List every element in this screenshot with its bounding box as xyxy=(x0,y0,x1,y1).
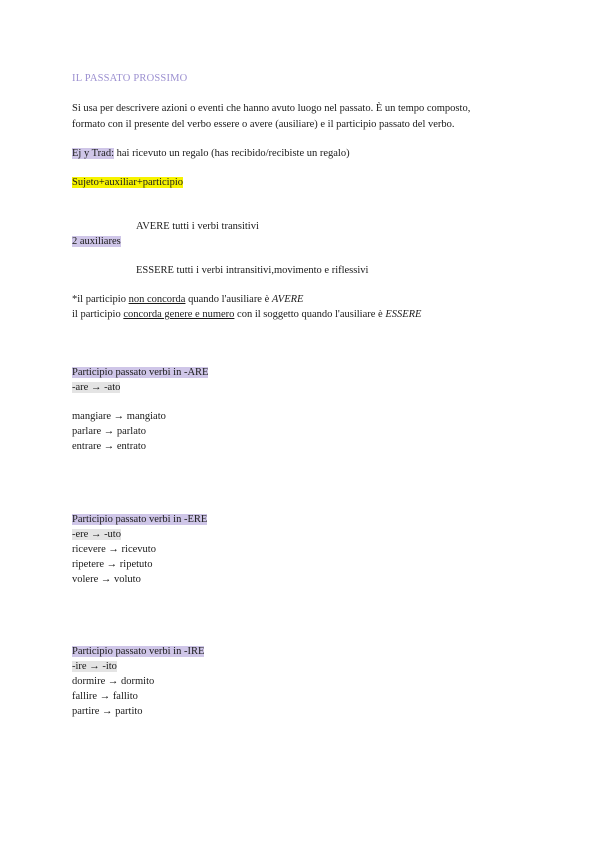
section-rule: -ire → -ito xyxy=(72,661,117,672)
section-heading: Participio passato verbi in -ERE xyxy=(72,514,208,525)
note-italic: AVERE xyxy=(271,294,304,305)
aux-label: 2 auxiliares xyxy=(72,236,121,247)
section-rule: -are → -ato xyxy=(72,382,121,393)
note-text: il participio xyxy=(72,309,124,320)
section-rule: -ere → -uto xyxy=(72,529,121,540)
intro-line-1: Si usa per descrivere azioni o eventi che hanno avuto luogo nel passato. È un tempo composto, xyxy=(72,103,471,114)
note-underlined: concorda genere e numero xyxy=(123,309,235,320)
note-text: con il soggetto quando l'ausiliare è xyxy=(234,309,386,320)
section-are-heading-line xyxy=(72,366,208,379)
list-item: mangiare → mangiato xyxy=(72,411,166,422)
example-label: Ej y Trad: xyxy=(72,148,115,159)
section-ere-heading-line xyxy=(72,513,207,526)
aux-essere: ESSERE tutti i verbi intransitivi,movimento e riflessivi xyxy=(136,265,369,276)
list-item: volere → voluto xyxy=(72,574,141,585)
list-item: fallire → fallito xyxy=(72,691,138,702)
structure-formula: Sujeto+auxiliar+participio xyxy=(72,177,183,188)
note-italic: ESSERE xyxy=(385,309,422,320)
note-line-1 xyxy=(72,293,303,306)
note-line-2 xyxy=(72,308,421,321)
section-heading: Participio passato verbi in -ARE xyxy=(72,367,209,378)
note-underlined: non concorda xyxy=(128,294,186,305)
list-item: dormire → dormito xyxy=(72,676,155,687)
list-item: parlare → parlato xyxy=(72,426,147,437)
example-line xyxy=(72,147,350,160)
note-text: quando l'ausiliare è xyxy=(185,294,272,305)
intro-line-2: formato con il presente del verbo essere o avere (ausiliare) e il participio passato del verbo. xyxy=(72,119,455,130)
aux-label-line xyxy=(72,235,121,248)
example-text: hai ricevuto un regalo (has recibido/recibiste un regalo) xyxy=(114,148,350,159)
page-title: IL PASSATO PROSSIMO xyxy=(72,73,188,84)
section-are-rule-line xyxy=(72,381,120,394)
section-ere-rule-line xyxy=(72,528,121,541)
aux-avere: AVERE tutti i verbi transitivi xyxy=(136,221,259,232)
section-ire-rule-line xyxy=(72,660,117,673)
list-item: partire → partito xyxy=(72,706,143,717)
section-heading: Participio passato verbi in -IRE xyxy=(72,646,205,657)
list-item: ricevere → ricevuto xyxy=(72,544,156,555)
section-ire-heading-line xyxy=(72,645,204,658)
list-item: ripetere → ripetuto xyxy=(72,559,153,570)
structure-line xyxy=(72,176,183,189)
list-item: entrare → entrato xyxy=(72,441,147,452)
note-text: *il participio xyxy=(72,294,129,305)
